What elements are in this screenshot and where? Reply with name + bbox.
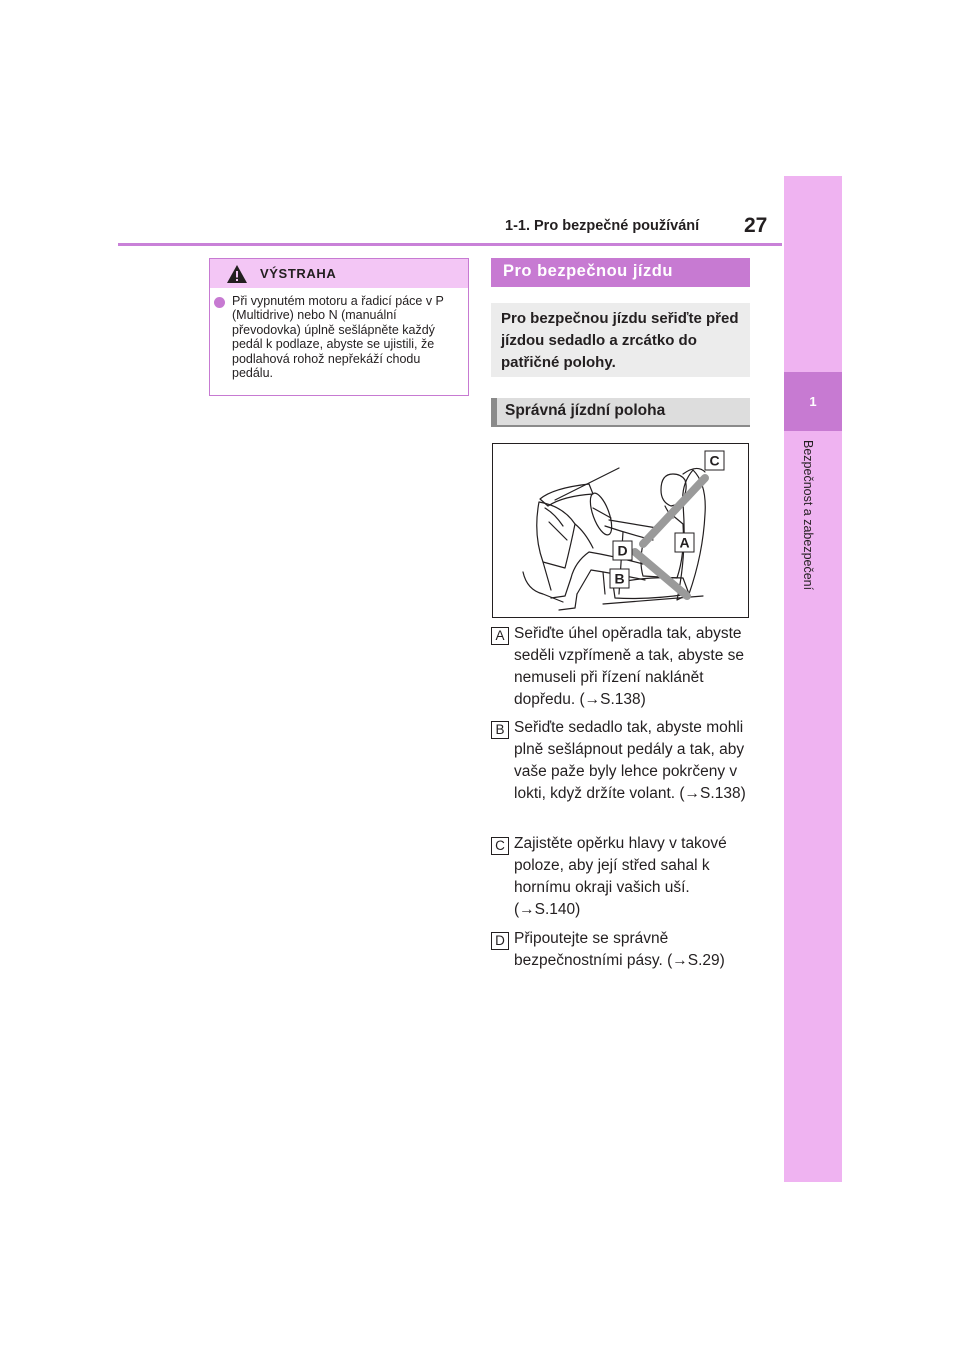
section-subtitle: Správná jízdní poloha <box>491 398 750 427</box>
section-title: Pro bezpečnou jízdu <box>491 258 750 287</box>
callout-label-a: A <box>679 534 690 551</box>
list-item <box>491 717 751 805</box>
driving-position-illustration <box>492 443 749 618</box>
header-title: 1-1. Pro bezpečné používání <box>505 218 700 234</box>
item-label: C <box>491 837 509 855</box>
warning-header <box>210 259 468 288</box>
item-text: Seřiďte úhel opěradla tak, abyste seděli vzpřímeně a tak, abyste se nemuseli při řízení naklánět dopředu. (→S.138) <box>514 625 745 708</box>
page-number: 27 <box>744 214 768 237</box>
warning-title: VÝSTRAHA <box>260 266 337 281</box>
chapter-title: Bezpečnost a zabezpečení <box>801 440 815 591</box>
item-label: D <box>491 932 509 950</box>
warning-box <box>209 258 469 396</box>
item-text: Zajistěte opěrku hlavy v takové poloze, aby její střed sahal k hornímu okraji vašich uší. (→S.140) <box>514 835 727 918</box>
driver-seat-drawing <box>493 444 748 617</box>
callout-label-b: B <box>614 570 625 587</box>
list-item <box>491 833 751 921</box>
warning-text: Při vypnutém motoru a řadicí páce v P (Multidrive) nebo N (manuální převodovka) úplně sešlápněte každý pedál k podlaze, abyste se ujistili, že podlahová rohož nepřekáží chodu pedálu. <box>232 294 444 381</box>
callout-label-d: D <box>617 542 628 559</box>
item-label: A <box>491 627 509 645</box>
bullet-icon <box>214 297 225 308</box>
header-rule <box>118 243 782 246</box>
list-item <box>491 928 751 972</box>
item-text: Připoutejte se správně bezpečnostními pásy. (→S.29) <box>514 930 725 969</box>
warning-triangle-icon <box>226 264 248 284</box>
warning-body <box>210 288 468 380</box>
item-text: Seřiďte sedadlo tak, abyste mohli plně sešlápnout pedály a tak, aby vaše paže byly lehce pokrčeny v lokti, když držíte volant. (→S.138) <box>514 719 746 802</box>
callout-label-c: C <box>709 452 720 469</box>
list-item <box>491 623 751 711</box>
section-intro: Pro bezpečnou jízdu seřiďte před jízdou sedadlo a zrcátko do patřičné polohy. <box>491 303 750 377</box>
item-label: B <box>491 721 509 739</box>
side-tab <box>784 176 842 1182</box>
chapter-number: 1 <box>809 394 817 409</box>
